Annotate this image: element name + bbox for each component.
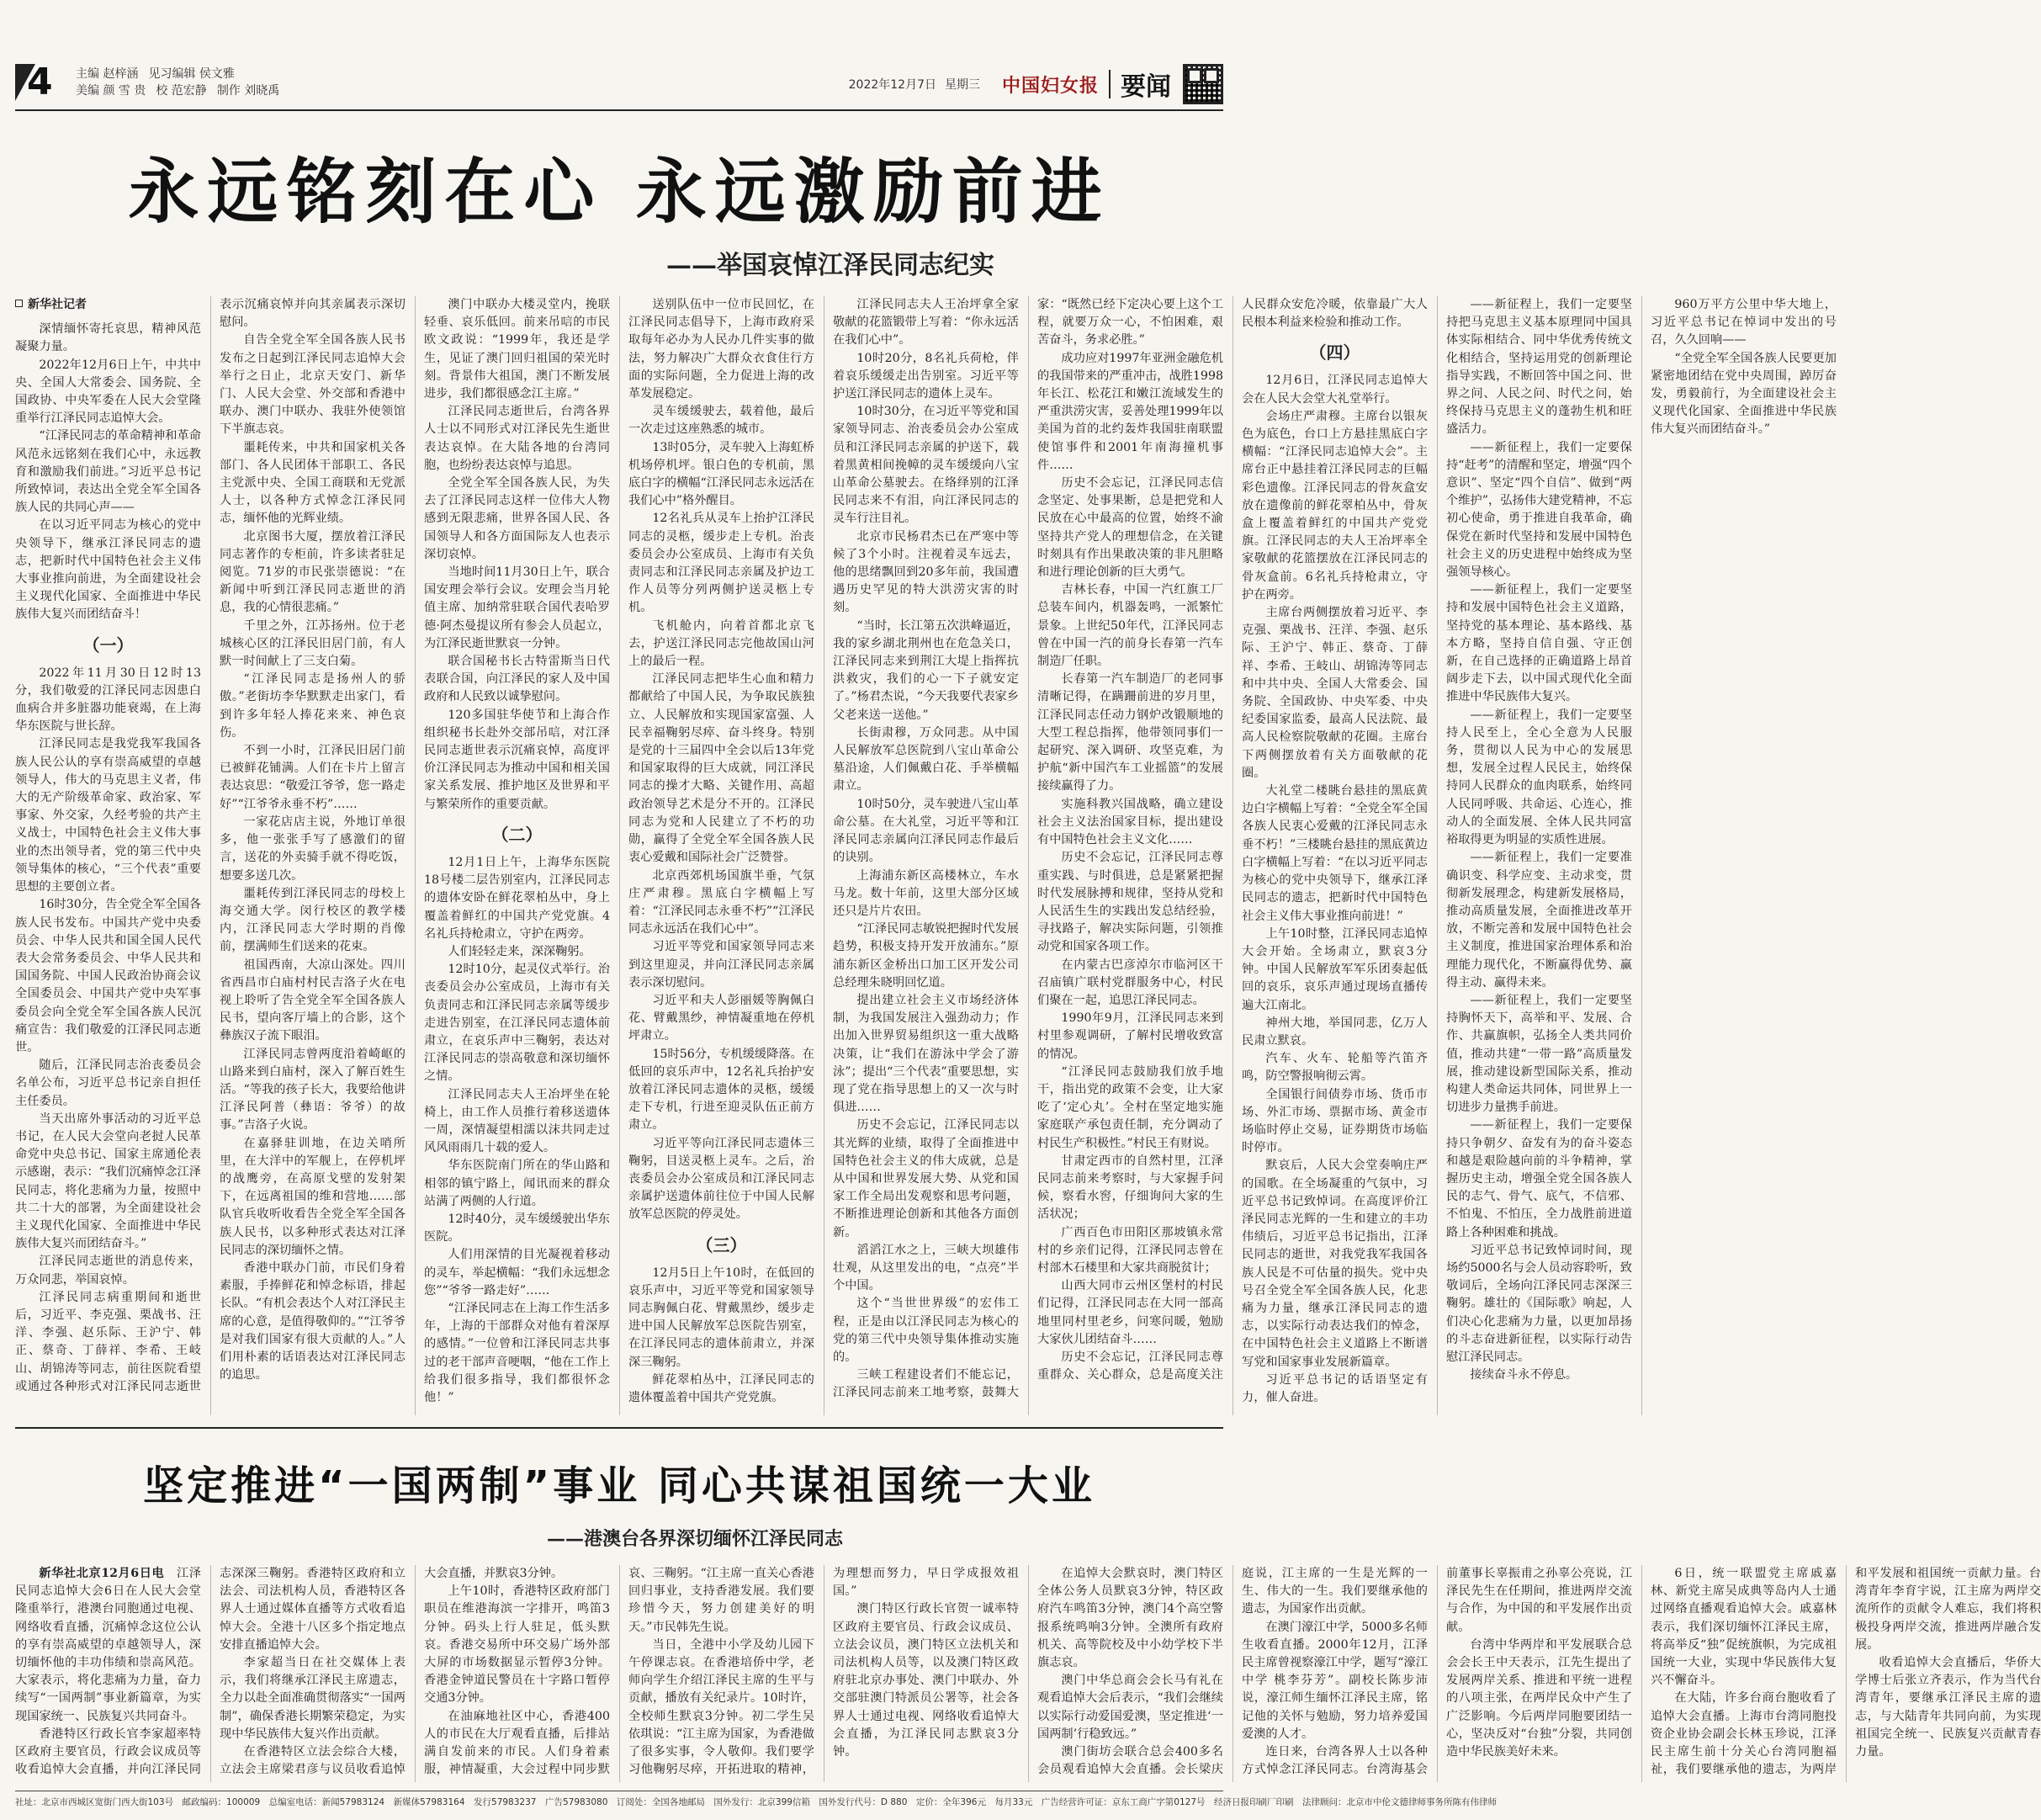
article-paragraph: 北京图书大厦，摆放着江泽民同志著作的专柜前，许多读者驻足阅览。71岁的市民张崇德说：“在新闻中听到江泽民同志逝世的消息，我的心情很悲痛。”	[220, 529, 406, 615]
article-2-lead	[15, 1565, 201, 1726]
editor-credits-line-1	[76, 66, 289, 82]
article-paragraph: 大礼堂二楼眺台悬挂的黑底黄边白字横幅上写着：“全党全军全国各族人民衷心爱戴的江泽民同志永垂不朽！”三楼眺台悬挂的黑底黄边白字横幅上写着：“在以习近平同志为核心的党中央领导下，继承江泽民同志的遗志，把新时代中国特色社会主义伟大事业推向前进！”	[1242, 784, 1428, 923]
article-paragraph: 鲜花翠柏丛中，江泽民同志的遗体覆盖着中国共产党党旗。	[628, 1372, 814, 1404]
article-paragraph: 三峡工程建设者们不能忘记，江泽民同志前来工地考察，鼓舞大家：“既然已经下定决心要上这个工程，就要万众一心，不怕困难，艰苦奋斗，务求必胜。”	[833, 298, 1223, 1400]
article-paragraph: 甘肃定西市的自然村里，江泽民同志前来考察时，与大家握手问候，察看水窖，仔细询问大家的生活状况；	[1037, 1154, 1223, 1222]
article-paragraph: 人们用深情的目光凝视着移动的灵车，举起横幅：“我们永远想念您”“爷爷一路走好”……	[424, 1248, 610, 1297]
article-paragraph: “江泽民同志鼓励我们放手地干，指出党的政策不会变，让大家吃了‘定心丸’。全村在坚定地实施家庭联产承包责任制，充分调动了村民生产积极性。”村民王有财说。	[1037, 1064, 1223, 1150]
article-paragraph: 江泽民同志逝世的消息传来，万众同悲，举国哀悼。	[15, 1255, 201, 1287]
article-paragraph: 送别队伍中一位市民回忆，在江泽民同志倡导下，上海市政府采取每年必办为人民办几件实事的做法，努力解决广大群众衣食住行方面的实际问题，全力促进上海的改革发展稳定。	[628, 298, 814, 401]
article-paragraph: ——新征程上，我们一定要坚持人民至上，全心全意为人民服务，贯彻以人民为中心的发展思想，发展全过程人民民主，始终保持同人民群众的血肉联系，始终同人民同呼吸、共命运、心连心，推动人的全面发展、全体人民共同富裕取得更为明显的实质性进展。	[1446, 708, 1632, 847]
article-paragraph: “当时，长江第五次洪峰逼近，我的家乡湖北荆州也在危急关口，江泽民同志来到荆江大堤上指挥抗洪救灾，我们的心一下子就安定了。”杨君杰说，“今天我要代表家乡父老来送一送他。”	[833, 618, 1019, 722]
article-paragraph: 江泽民同志曾两度沿着崎岖的山路来到白庙村，深入了解百姓生活。“等我的孩子长大，我要给他讲江泽民阿普（彝语：爷爷）的故事。”吉洛子火说。	[220, 1047, 406, 1133]
article-paragraph: 江泽民同志夫人王冶坪坐在轮椅上，由工作人员推行着移送遗体一周，深情凝望相濡以沫共同走过风风雨雨几十载的爱人。	[424, 1087, 610, 1155]
article-paragraph: 深情缅怀寄托哀思，精神风范凝聚力量。	[15, 322, 201, 354]
article-paragraph: 长春第一汽车制造厂的老同事清晰记得，在蹒跚前进的岁月里，江泽民同志任动力钢炉改锻顺地的大型工程总指挥，他带领同事们一起研究、深入调研、攻坚克难，为护航“新中国汽车工业摇篮”的发展接续赢得了力。	[1037, 672, 1223, 793]
article-paragraph: 全国银行间债券市场、货币市场、外汇市场、票据市场、黄金市场临时停止交易，证券期货市场临时停市。	[1242, 1087, 1428, 1155]
section-heading: （三）	[696, 1234, 747, 1255]
article-paragraph: 提出建立社会主义市场经济体制，为我国发展注入强劲动力；作出加入世界贸易组织这一重大战略决策，让“我们在游泳中学会了游泳”；提出“三个代表”重要思想，实现了党在指导思想上的又一次与时俱进……	[833, 993, 1019, 1115]
article-paragraph: 收看追悼大会直播后，华侨大学博士后张立齐表示，作为当代台湾青年，要继承江泽民主席的遗志，与大陆青年共同向前，为实现祖国完全统一、民族复兴贡献青春力量。	[1855, 1656, 2041, 1759]
article-paragraph: 北京市民杨君杰已在严寒中等候了3个小时。注视着灵车远去，他的思绪飘回到20多年前，我国遭遇历史罕见的特大洪涝灾害的时刻。	[833, 529, 1019, 615]
article-2-dateline: 新华社北京12月6日电	[39, 1567, 165, 1580]
article-paragraph: 主席台两侧摆放着习近平、李克强、栗战书、汪洋、李强、赵乐际、王沪宁、韩正、蔡奇、丁薛祥、李希、王岐山、胡锦涛等同志和中共中央、全国人大常委会、国务院、全国政协、中央军委、中央纪委国家监委，最高人民法院、最高人民检察院敬献的花圈。主席台下两侧摆放着有关方面敬献的花圈。	[1242, 606, 1428, 780]
article-paragraph: 960万平方公里中华大地上，习近平总书记在悼词中发出的号召，久久回响——	[1651, 298, 1837, 348]
article-paragraph: 当地时间11月30日上午，联合国安理会举行会议。安理会当月轮值主席、加纳常驻联合国代表哈罗德·阿杰曼提议所有参会人员起立，为江泽民逝世默哀一分钟。	[424, 565, 610, 650]
article-paragraph: 随后，江泽民同志治丧委员会名单公布，习近平总书记亲自担任主任委员。	[15, 1059, 201, 1108]
article-paragraph: 历史不会忘记，江泽民同志以其光辉的业绩，取得了全面推进中国特色社会主义的伟大成就，总是从中国和世界发展大势、从党和国家工作全局出发观察和思考问题，不断推进理论创新和其他各方面创新。	[833, 1118, 1019, 1239]
article-paragraph: “江泽民同志是扬州人的骄傲。”老街坊李华默默走出家门，看到许多年轻人捧花来来、神色哀伤。	[220, 672, 406, 740]
footer-imprint: 社址：北京市西城区宽街门西大街103号 邮政编码：100009 总编室电话：新闻57983124 新媒体57983164 发行57983237 广告57983080 订阅处：全国各地邮局 国外发行：北京399信箱 国外发行代号：D 880 定价：全年396元 每月33元 广告经营许可证：京东工商广字第0127号 经济日报印刷厂印刷 法律顾问：北京市中伦文德律师事务所陈有伟律师	[15, 1797, 1498, 1807]
editor-credits-line-2	[76, 82, 289, 99]
editor-credit: 主编 赵梓涵	[76, 67, 139, 81]
article-paragraph: 江泽民同志是我党我军我国各族人民公认的享有崇高威望的卓越领导人，伟大的马克思主义者，伟大的无产阶级革命家、政治家、军事家、外交家，久经考验的共产主义战士，中国特色社会主义伟大事业的杰出领导者，党的第三代中央领导集体的核心，“三个代表”重要思想的主要创立者。	[15, 737, 201, 894]
editor-credits	[76, 66, 289, 99]
article-1-subheadline: ——举国哀悼江泽民同志纪实	[666, 251, 994, 280]
byline-square-icon	[15, 300, 23, 307]
article-paragraph: 澳门特区行政长官贺一诚率特区政府主要官员、行政会议成员、立法会议员，澳门特区立法机关和司法机构人员等，以及澳门特区政府驻北京办事处、澳门中联办、外交部驻澳门特派员公署等，社会各界人士通过电视、网络收看追悼大会直播，为江泽民同志默哀3分钟。	[833, 1602, 1019, 1759]
article-paragraph: 滔滔江水之上，三峡大坝雄伟壮观，从这里发出的电，“点亮”半个中国。	[833, 1243, 1019, 1293]
article-paragraph: 在香港特区立法会综合大楼，立法会主席梁君彦与议员收看追悼大会直播，并默哀3分钟。	[220, 1567, 564, 1777]
article-paragraph: 这个“当世世界级”的宏伟工程，正是由以江泽民同志为核心的党的第三代中央领导集体推动实施的。	[833, 1297, 1019, 1364]
article-paragraph: 10时30分，在习近平等党和国家领导同志、治丧委员会办公室成员和江泽民同志亲属的护送下，载着黑黄相间挽幛的灵车缓缓向八宝山革命公墓驶去。在络绎别的江泽民同志来不有泪，向江泽民同志的灵车行注目礼。	[833, 405, 1019, 526]
article-paragraph: 山西大同市云州区堡村的村民们记得，江泽民同志在大同一部高地里同村里老乡，问寒问暖，勉励大家伙儿团结奋斗……	[1037, 1279, 1223, 1346]
section-heading: （一）	[82, 634, 134, 655]
article-paragraph: 华东医院南门所在的华山路和相邻的镇宁路上，闻讯而来的群众站满了两侧的人行道。	[424, 1159, 610, 1208]
article-paragraph: 在以习近平同志为核心的党中央领导下，继承江泽民同志的遗志，把新时代中国特色社会主义伟大事业推向前进，为全面建设社会主义现代化国家、全面推进中华民族伟大复兴而团结奋斗！	[15, 518, 201, 622]
article-paragraph: 灵车缓缓驶去，载着他，最后一次走过这座熟悉的城市。	[628, 405, 814, 437]
article-paragraph: 上海浦东新区高楼林立，车水马龙。数十年前，这里大部分区域还只是片片农田。	[833, 868, 1019, 918]
article-paragraph: 澳门中联办大楼灵堂内，挽联轻垂、哀乐低回。前来吊唁的市民欧文政说：“1999年，我还是学生，见证了澳门回归祖国的荣光时刻。背景伟大祖国，澳门不断发展进步，我们都很感念江主席。”	[424, 298, 610, 401]
article-paragraph: “江泽民同志在上海工作生活多年，上海的干部群众对他有着深厚的感情。”一位曾和江泽民同志共事过的老干部声音哽咽，“他在工作上给我们很多指导，我们都很怀念他！”	[424, 1301, 610, 1404]
article-1-body	[15, 296, 1837, 1415]
article-paragraph: 1990年9月，江泽民同志来到村里参观调研，了解村民增收致富的情况。	[1037, 1011, 1223, 1061]
article-paragraph: 江泽民同志病重期间和逝世后，习近平、李克强、栗战书、汪洋、李强、赵乐际、王沪宁、韩正、蔡奇、丁薛祥、李希、王岐山、胡锦涛等同志，前往医院看望或通过各种形式对江泽民同志逝世表示沉痛哀悼并向其亲属表示深切慰问。	[15, 298, 406, 1393]
article-2-headline: 坚定推进“一国两制”事业 同心共谋祖国统一大业	[143, 1462, 1095, 1510]
article-paragraph: 历史不会忘记，江泽民同志尊重群众、关心群众，总是高度关注人民群众安危冷暖，依靠最广大人民根本利益来检验和推动工作。	[1037, 298, 1428, 1382]
article-paragraph: 人们轻轻走来，深深鞠躬。	[448, 944, 591, 958]
article-paragraph: 接续奋斗永不停息。	[1470, 1368, 1578, 1382]
article-paragraph: 广西百色市田阳区那坡镇永常村的乡亲们记得，江泽民同志曾在村部木石楼里和大家共商脱贫计；	[1037, 1225, 1223, 1275]
article-paragraph: 千里之外，江苏扬州。位于老城核心区的江泽民旧居门前，有人默一时间献上了三支白菊。	[220, 618, 406, 669]
page-number-block	[15, 61, 64, 103]
article-paragraph: ——新征程上，我们一定要保持只争朝夕、奋发有为的奋斗姿态和越是艰险越向前的斗争精神，掌握历史主动，增强全党全国各族人民的志气、骨气、底气，不信邪、不怕鬼、不怕压，全力战胜前进道路上各种困难和挑战。	[1446, 1118, 1632, 1239]
masthead-right	[849, 64, 1223, 104]
article-paragraph: ——新征程上，我们一定要保持“赶考”的清醒和坚定，增强“四个意识”、坚定“四个自信”、做到“两个维护”，弘扬伟大建党精神，不忘初心使命，勇于推进自我革命，确保党在新时代坚持和发展中国特色社会主义的历史进程中始终成为坚强领导核心。	[1446, 440, 1632, 580]
article-paragraph: 江泽民同志夫人王冶坪拿全家敬献的花篮锻带上写着：“你永远活在我们心中”。	[833, 298, 1019, 348]
article-paragraph: 习近平总书记致悼词时间，现场约5000名与会人员动容聆听，致敬词后，全场向江泽民同志深深三鞠躬。雄壮的《国际歌》响起，人们决心化悲痛为力量，以更加昂扬的斗志奋进新征程，以实际行动告慰江泽民同志。	[1446, 1243, 1632, 1364]
article-paragraph: 6日，统一联盟党主席戚嘉林、新党主席吴成典等岛内人士通过网络直播观看追悼大会。戚嘉林表示，我们深切缅怀江泽民主席，将高举反“独”促统旗帜，为完成祖国统一大业，实现中华民族伟大复兴不懈奋斗。	[1651, 1567, 1837, 1688]
article-1-headline: 永远铭刻在心 永远激励前进	[128, 151, 1111, 233]
article-paragraph: 噩耗传来，中共和国家机关各部门、各人民团体干部职工、各民主党派中央、全国工商联和无党派人士，以各种方式悼念江泽民同志，缅怀他的光辉业绩。	[220, 440, 406, 526]
article-paragraph: 习近平等党和国家领导同志来到这里迎灵，并向江泽民同志亲属表示深切慰问。	[628, 940, 814, 990]
editor-credit: 见习编辑 侯文雅	[148, 67, 235, 81]
article-paragraph: 在内蒙古巴彦淖尔市临河区干召庙镇广联村党群服务中心，村民们聚在一起，追思江泽民同志。	[1037, 958, 1223, 1007]
article-paragraph: 上午10时整，江泽民同志追悼大会开始。全场肃立，默哀3分钟。中国人民解放军军乐团奏起低回的哀乐，哀乐声通过现场直播传遍大江南北。	[1242, 926, 1428, 1012]
article-paragraph: “江泽民同志的革命精神和革命风范永远铭刻在我们心中，永远教育和激励我们前进。”习近平总书记所致悼词，表达出全党全军全国各族人民的共同心声——	[15, 429, 201, 515]
article-paragraph: ——新征程上，我们一定要准确识变、科学应变、主动求变，贯彻新发展理念，构建新发展格局，推动高质量发展，全面推进改革开放，不断完善和发展中国特色社会主义制度，推进国家治理体系和治理能力现代化，不断赢得优势、赢得主动、赢得未来。	[1446, 851, 1632, 990]
article-paragraph: 全党全军全国各族人民，为失去了江泽民同志这样一位伟大人物感到无限悲痛，世界各国人民、各国领导人和各方面国际友人也表示深切哀悼。	[424, 476, 610, 561]
article-paragraph: 北京西郊机场国旗半垂，气氛庄严肃穆。黑底白字横幅上写着：“江泽民同志永垂不朽”“江泽民同志永远活在我们心中”。	[628, 868, 814, 937]
article-paragraph: 在油麻地社区中心，香港400人的市民在大厅观看直播，后排站满自发前来的市民。人们身着素服，神情凝重，大会过程中同步默哀、三鞠躬。“江主席一直关心香港回归事业，支持香港发展。我们要珍惜今天，努力创建美好的明天。”市民韩先生说。	[424, 1567, 814, 1777]
article-paragraph: 汽车、火车、轮船等汽笛齐鸣，防空警报响彻云霄。	[1242, 1052, 1428, 1084]
qr-code-icon[interactable]	[1183, 64, 1223, 104]
article-paragraph: 自告全党全军全国各族人民书发布之日起到江泽民同志追悼大会举行之日止，北京天安门、新华门、人民大会堂、外交部和香港中联办、澳门中联办、我驻外使领馆下半旗志哀。	[220, 333, 406, 437]
article-divider	[15, 1427, 1223, 1429]
editor-credit: 制作 刘晓禹	[216, 84, 280, 98]
article-paragraph: 噩耗传到江泽民同志的母校上海交通大学。闵行校区的教学楼内，江泽民同志大学时期的肖像前，摆满师生们送来的花束。	[220, 886, 406, 954]
article-paragraph: ——新征程上，我们一定要坚持和发展中国特色社会主义道路，坚持党的基本理论、基本路线、基本方略，坚持自信自强、守正创新，在自己选择的正确道路上昂首阔步走下去，以中国式现代化全面推进中华民族伟大复兴。	[1446, 583, 1632, 704]
article-paragraph: 神州大地，举国同悲，亿万人民肃立默哀。	[1242, 1016, 1428, 1048]
article-paragraph: 成功应对1997年亚洲金融危机的我国带来的严重冲击，战胜1998年长江、松花江和嫩江流域发生的严重洪涝灾害，妥善处理1999年以美国为首的北约轰炸我国驻南联盟使馆事件和2001年南海撞机事件……	[1037, 351, 1223, 472]
article-paragraph: 12月5日上午10时，在低回的哀乐声中，习近平等党和国家领导同志胸佩白花、臂戴黑纱，缓步走进中国人民解放军总医院告别室，在江泽民同志的遗体前肃立，并深深三鞠躬。	[628, 1266, 814, 1369]
article-paragraph: 10时50分，灵车驶进八宝山革命公墓。在大礼堂，习近平等和江泽民同志亲属向江泽民同志作最后的诀别。	[833, 797, 1019, 865]
article-paragraph: 2022年11月30日12时13分，我们敬爱的江泽民同志因患白血病合并多脏器功能衰竭，在上海华东医院与世长辞。	[15, 666, 201, 734]
article-paragraph: ——新征程上，我们一定要坚持胸怀天下，高举和平、发展、合作、共赢旗帜，弘扬全人类共同价值，推动共建“一带一路”高质量发展，推动建设新型国际关系，推动构建人类命运共同体，同世界上一切进步力量携手前进。	[1446, 993, 1632, 1115]
article-paragraph: ——新征程上，我们一定要坚持把马克思主义基本原理同中国具体实际相结合、同中华优秀传统文化相结合，坚持运用党的创新理论指导实践，不断回答中国之问、世界之问、人民之问、时代之问，始终保持马克思主义的蓬勃生机和旺盛活力。	[1446, 298, 1632, 437]
article-paragraph: 飞机舱内，向着首都北京飞去，护送江泽民同志完他故国山河上的最后一程。	[628, 618, 814, 669]
section-heading: （四）	[1309, 342, 1360, 363]
byline-text: 新华社记者	[28, 298, 87, 311]
article-2-subheadline: ——港澳台各界深切缅怀江泽民同志	[546, 1528, 843, 1550]
article-1-byline	[15, 296, 201, 314]
article-paragraph: 在大陆，许多台商台胞收看了追悼大会直播。上海市台湾同胞投资企业协会副会长林玉珍说，江泽民主席生前十分关心台湾同胞福祉，我们要继承他的遗志，为两岸和平发展和祖国统一贡献力量。台湾青年李育宇说，江主席为两岸交流所作的贡献令人难忘，我们将积极投身两岸交流，推进两岸融合发展。	[1651, 1567, 2041, 1777]
article-paragraph: 习近平等向江泽民同志遗体三鞠躬，目送灵柩上灵车。之后，治丧委员会办公室成员和江泽民同志亲属护送遗体前往位于中国人民解放军总医院的停灵处。	[628, 1136, 814, 1222]
editor-credit: 校 范宏静	[156, 84, 207, 98]
article-paragraph: 香港特区行政长官李家超率特区政府主要官员，行政会议成员等收看追悼大会直播，并向江泽民同志深深三鞠躬。香港特区政府和立法会、司法机构人员，香港特区各界人士通过媒体直播等方式收看追悼大会。全港十八区多个指定地点安排直播追悼大会。	[15, 1567, 406, 1777]
article-paragraph: 会场庄严肃穆。主席台以银灰色为底色，台口上方悬挂黑底白字横幅：“江泽民同志追悼大会”。主席台正中悬挂着江泽民同志的巨幅彩色遗像。江泽民同志的骨灰盒安放在遗像前的鲜花翠柏丛中，骨灰盒上覆盖着鲜红的中国共产党党旗。江泽民同志的夫人王冶坪率全家敬献的花篮摆放在江泽民同志的骨灰盒前。6名礼兵持枪肃立，守护在两旁。	[1242, 409, 1428, 602]
masthead-rule	[15, 109, 1223, 111]
article-paragraph: 12时10分，起灵仪式举行。治丧委员会办公室成员，上海市有关负责同志和江泽民同志亲属等缓步走进告别室，在江泽民同志遗体前肃立，在哀乐声中三鞠躬，表达对江泽民同志的崇高敬意和深切缅怀之情。	[424, 963, 610, 1084]
article-paragraph: 在嘉驿驻训地，在边关哨所里，在大洋中的军舰上，在停机坪的战鹰旁，在高原戈壁的发射架下，在远离祖国的维和营地……部队官兵收听收看告全党全军全国各族人民书，以多种形式表达对江泽民同志的深切缅怀之情。	[220, 1136, 406, 1257]
article-paragraph: 13时05分，灵车驶入上海虹桥机场停机坪。银白色的专机前，黑底白字的横幅“江泽民同志永远活在我们心中”格外醒目。	[628, 440, 814, 508]
article-paragraph: 习近平总书记的话语坚定有力，催人奋进。	[1242, 1372, 1428, 1404]
article-paragraph: 当日，全港中小学及幼儿园下午停课志哀。在香港培侨中学，老师向学生介绍江泽民主席的生平与贡献，播放有关纪录片。10时许，全校师生默哀3分钟。初二学生吴依琪说：“江主席为国家，为香港做了很多实事，令人敬仰。我们要学习他鞠躬尽瘁，开拓进取的精神，为理想而努力，早日学成报效祖国。”	[628, 1567, 1019, 1777]
article-paragraph: 不到一小时，江泽民旧居门前已被鲜花铺满。人们在卡片上留言表达哀思：“敬爱江爷爷，您一路走好”“江爷爷永垂不朽”……	[220, 744, 406, 811]
article-paragraph: 澳门街坊会联合总会400多名会员观看追悼大会直播。会长梁庆庭说，江主席的一生是光辉的一生、伟大的一生。我们要继承他的遗志，为国家作出贡献。	[1037, 1567, 1428, 1777]
article-paragraph: 15时56分，专机缓缓降落。在低回的哀乐声中，12名礼兵抬护安放着江泽民同志遗体的灵柩，缓缓走下专机，行进至迎灵队伍正前方肃立。	[628, 1047, 814, 1133]
section-heading: （二）	[491, 824, 543, 845]
article-paragraph: 历史不会忘记，江泽民同志尊重实践、与时俱进，总是紧紧把握时代发展脉搏和规律，坚持从党和人民活生生的实践出发总结经验，寻找路子，解决实际问题，引领推动党和国家各项工作。	[1037, 851, 1223, 954]
article-paragraph: 实施科教兴国战略，确立建设社会主义法治国家目标，提出建设有中国特色社会主义文化……	[1037, 797, 1223, 847]
article-paragraph: 12月6日，江泽民同志追悼大会在人民大会堂大礼堂举行。	[1242, 374, 1428, 406]
article-paragraph: 澳门中华总商会会长马有礼在观看追悼大会后表示，“我们会继续以实际行动爱国爱澳，坚定推进‘一国两制’行稳致远。”	[1037, 1674, 1223, 1741]
article-paragraph: 12月1日上午，上海华东医院18号楼二层告别室内，江泽民同志的遗体安卧在鲜花翠柏丛中，身上覆盖着鲜红的中国共产党党旗。4名礼兵持枪肃立，守护在两旁。	[424, 855, 610, 941]
article-paragraph: 上午10时，香港特区政府部门职员在维港海滨一字排开，鸣笛3分钟。码头上行人驻足，低头默哀。香港交易所中环交易广场外部大屏的市场数据显示暂停3分钟。香港金钟道民警员在十字路口暂停交通3分钟。	[424, 1584, 610, 1706]
article-paragraph: 李家超当日在社交媒体上表示，我们将继承江泽民主席遗志，全力以赴全面准确贯彻落实“一国两制”，确保香港长期繁荣稳定，为实现中华民族伟大复兴作出贡献。	[220, 1656, 406, 1741]
article-paragraph: 12时40分，灵车缓缓驶出华东医院。	[424, 1212, 610, 1244]
editor-credit: 美编 颜 雪 贵	[76, 84, 146, 98]
newspaper-logo: 中国妇女报	[1001, 74, 1099, 97]
article-paragraph: 默哀后，人民大会堂奏响庄严的国歌。在全场凝重的气氛中，习近平总书记致悼词。在高度评价江泽民同志光辉的一生和建立的丰功伟绩后，习近平总书记指出，江泽民同志的逝世，对我党我军我国各族人民是不可估量的损失。党中央号召全党全军全国各族人民，化悲痛为力量，继承江泽民同志的遗志，以实际行动表达我们的悼念，在中国特色社会主义道路上不断谱写党和国家事业发展新篇章。	[1242, 1159, 1428, 1369]
issue-date-text: 2022年12月7日	[848, 78, 936, 92]
article-paragraph: 祖国西南，大凉山深处。四川省西昌市白庙村村民吉洛子火在电视上聆听了告全党全军全国各族人民书，望向客厅墙上的合影，这个彝族汉子流下眼泪。	[220, 958, 406, 1043]
article-paragraph: 习近平和夫人彭丽媛等胸佩白花、臂戴黑纱，神情凝重地在停机坪肃立。	[628, 993, 814, 1043]
article-2-lead-text: 江泽民同志追悼大会6日在人民大会堂隆重举行，港澳台同胞通过电视、网络收看直播，沉痛悼念这位公认的享有崇高威望的卓越领导人，深切缅怀他的丰功伟绩和崇高风范。大家表示，将化悲痛为力量，奋力续写“一国两制”事业新篇章，为实现国家统一、民族复兴共同奋斗。	[15, 1567, 201, 1723]
article-paragraph: 120多国驻华使节和上海合作组织秘书长赴外交部吊唁，对江泽民同志逝世表示沉痛哀悼，高度评价江泽民同志为推动中国和相关国家关系发展、推护地区及世界和平与繁荣所作的重要贡献。	[424, 708, 610, 811]
article-paragraph: 一家花店店主说，外地订单很多，他一张张手写了感激们的留言，送花的外卖骑手就不得吃饭，想要多送几次。	[220, 814, 406, 883]
article-paragraph: 16时30分，告全党全军全国各族人民书发布。中国共产党中央委员会、中华人民共和国全国人民代表大会常务委员会、中华人民共和国国务院、中国人民政治协商会议全国委员会、中国共产党中央军事委员会向全党全军全国各族人民沉痛宣告：我们敬爱的江泽民同志逝世。	[15, 898, 201, 1054]
issue-date	[849, 76, 980, 93]
article-paragraph: 历史不会忘记，江泽民同志信念坚定、处事果断，总是把党和人民放在心中最高的位置，始终不渝坚持共产党人的理想信念，在关键时刻具有作出果敢决策的非凡胆略和进行理论创新的巨大勇气。	[1037, 476, 1223, 580]
article-paragraph: 江泽民同志把毕生心血和精力都献给了中国人民，为争取民族独立、人民解放和实现国家富强、人民幸福鞠躬尽瘁、奋斗终身。特别是党的十三届四中全会以后13年党和国家取得的巨大成就，同江泽民同志的操才大略、关键作用、高超政治领导艺术是分不开的。江泽民同志为党和人民建立了不朽的功勋，赢得了全党全军全国各族人民衷心爱戴和国际社会广泛赞誉。	[628, 672, 814, 865]
masthead-separator	[1109, 70, 1111, 98]
article-paragraph: 联合国秘书长古特雷斯当日代表联合国，向江泽民的家人及中国政府和人民致以诚挚慰问。	[424, 655, 610, 704]
article-paragraph: 12名礼兵从灵车上抬护江泽民同志的灵柩，缓步走上专机。治丧委员会办公室成员、上海市有关负责同志和江泽民同志亲属及护边工作人员等分列两侧护送灵柩上专机。	[628, 512, 814, 615]
article-paragraph: 吉林长春，中国一汽红旗工厂总装车间内，机器轰鸣，一派繁忙景象。上世纪50年代，江泽民同志曾在中国一汽的前身长春第一汽车制造厂任职。	[1037, 583, 1223, 669]
article-paragraph: 2022年12月6日上午，中共中央、全国人大常委会、国务院、全国政协、中央军委在人民大会堂隆重举行江泽民同志追悼大会。	[15, 358, 201, 426]
article-paragraph: 连日来，台湾各界人士以各种方式悼念江泽民同志。台湾海基会前董事长辜振甫之孙辜公亮说，江泽民先生在任期间，推进两岸交流与合作，为中国的和平发展作出贡献。	[1242, 1567, 1632, 1777]
masthead	[15, 61, 1223, 109]
article-paragraph: 香港中联办门前，市民们身着素服，手捧鲜花和悼念标语，排起长队。“有机会表达个人对江泽民主席的心意，是值得敬仰的。”“江爷爷是对我们国家有很大贡献的人。”人们用朴素的话语表达对江泽民同志的追思。	[220, 1260, 406, 1382]
article-paragraph: 在追悼大会默哀时，澳门特区全体公务人员默哀3分钟，特区政府汽车鸣笛3分钟，澳门4个高空警报系统鸣响3分钟。全澳所有政府机关、高等院校及中小幼学校下半旗志哀。	[1037, 1567, 1223, 1670]
article-paragraph: 台湾中华两岸和平发展联合总会会长王中天表示，江先生提出了发展两岸关系、推进和平统一进程的八项主张，在两岸民众中产生了广泛影响。今后两岸同胞要团结一心，坚决反对“台独”分裂，共同创造中华民族美好未来。	[1446, 1637, 1632, 1759]
section-name: 要闻	[1121, 72, 1171, 102]
article-2-body	[15, 1565, 2041, 1782]
article-paragraph: 江泽民同志逝世后，台湾各界人士以不同形式对江泽民先生逝世表达哀悼。在大陆各地的台湾同胞，也纷纷表达哀悼与追思。	[424, 405, 610, 472]
page-number: 4	[27, 61, 53, 103]
article-paragraph: 长街肃穆，万众同悲。从中国人民解放军总医院到八宝山革命公墓沿途，人们佩戴白花、手举横幅肃立。	[833, 725, 1019, 793]
article-paragraph: “全党全军全国各族人民要更加紧密地团结在党中央周围，踔厉奋发，勇毅前行，为全面建设社会主义现代化国家、全面推进中华民族伟大复兴而团结奋斗。”	[1651, 351, 1837, 437]
article-paragraph: 在澳门濠江中学，5000多名师生收看直播。2000年12月，江泽民主席曾视察濠江中学，题写“濠江中学 桃李芬芳”。副校长陈步沛说，濠江师生缅怀江泽民主席，铭记他的关怀与勉励，努力培养爱国爱澳的人才。	[1242, 1620, 1428, 1741]
article-paragraph: 10时20分，8名礼兵荷枪，伴着哀乐缓缓走出告别室。习近平等护送江泽民同志的遗体上灵车。	[833, 351, 1019, 401]
issue-weekday: 星期三	[944, 78, 980, 92]
article-paragraph: 当天出席外事活动的习近平总书记，在人民大会堂向老挝人民革命党中央总书记、国家主席通伦表示感谢，表示：“我们沉痛悼念江泽民同志，将化悲痛为力量，按照中共二十大的部署，为全面建设社会主义现代化国家、全面推进中华民族伟大复兴而团结奋斗。”	[15, 1112, 201, 1251]
article-paragraph: “江泽民同志敏锐把握时代发展趋势，积极支持开发开放浦东。”原浦东新区金桥出口加工区开发公司总经理朱晓明回忆道。	[833, 922, 1019, 990]
